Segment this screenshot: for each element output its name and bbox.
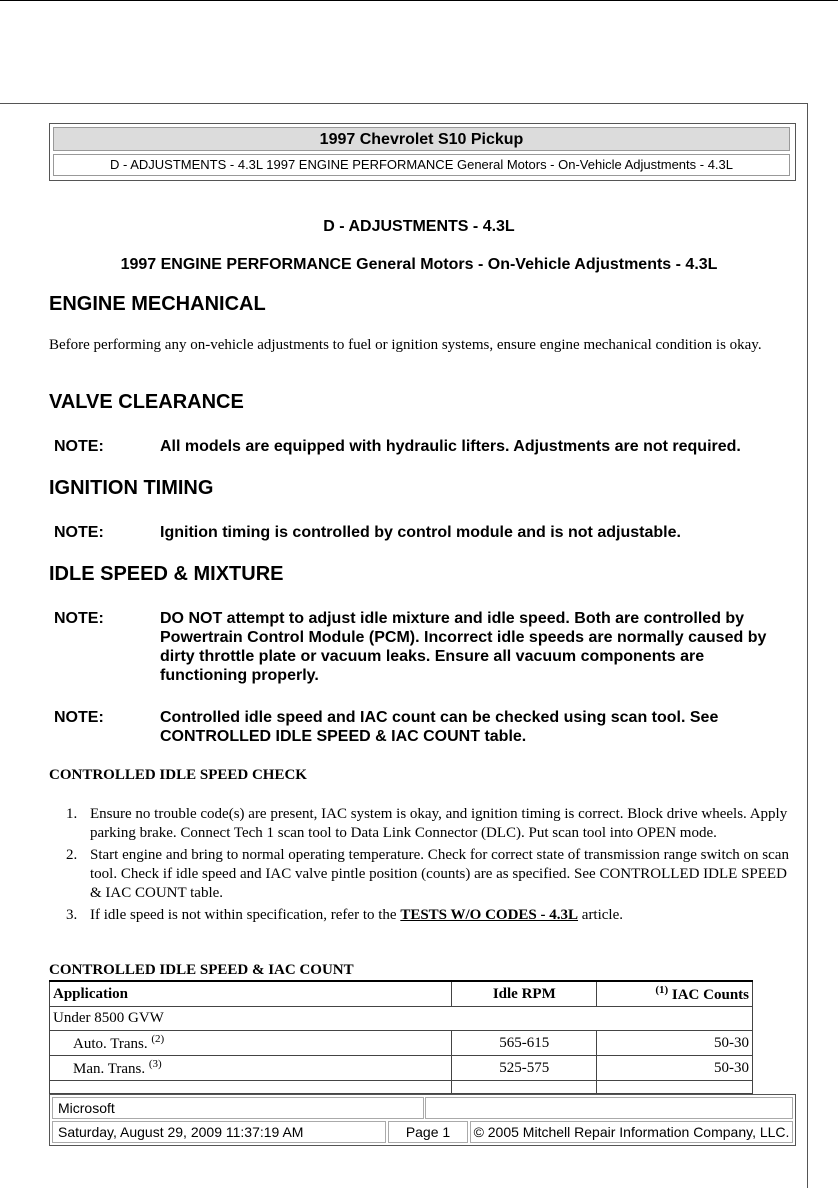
section-title-ignition-timing: IGNITION TIMING	[49, 477, 214, 499]
footer-copyright: © 2005 Mitchell Repair Information Company, LLC.	[470, 1121, 793, 1143]
footer-date: Saturday, August 29, 2009 11:37:19 AM	[52, 1121, 386, 1143]
footnote-marker: (3)	[148, 1058, 162, 1070]
header-iac-label: IAC Counts	[671, 987, 749, 1003]
section-title-engine-mechanical: ENGINE MECHANICAL	[49, 293, 266, 315]
note-label: NOTE:	[54, 610, 104, 627]
footer-company: Microsoft	[52, 1097, 424, 1119]
tests-article-link[interactable]: TESTS W/O CODES - 4.3L	[400, 907, 579, 923]
section-title-idle-speed: IDLE SPEED & MIXTURE	[49, 563, 284, 585]
cell-rpm: 565-615	[452, 1031, 597, 1056]
note-label: NOTE:	[54, 709, 104, 726]
cell-rpm: 525-575	[452, 1056, 597, 1081]
table-group-row	[50, 1007, 753, 1031]
step-number: 1.	[66, 806, 78, 822]
check-steps	[66, 805, 796, 925]
app-label: Man. Trans.	[73, 1061, 146, 1077]
note-text: DO NOT attempt to adjust idle mixture and idle speed. Both are controlled by Powertrain Control Module (PCM). Incorrect idle speeds are normally caused by dirty throttle plate or vacuum leaks. Ensure all vacuum components are functioning properly.	[160, 610, 767, 684]
cell-iac: 50-30	[597, 1056, 753, 1081]
step-text: Ensure no trouble code(s) are present, IAC system is okay, and ignition timing is correct. Block drive wheels. Apply parking brake. Connect Tech 1 scan tool to Data Link Connector (DLC). Put scan tool into OPEN mode.	[90, 806, 788, 841]
check-title: CONTROLLED IDLE SPEED CHECK	[49, 767, 307, 783]
table-row	[50, 1056, 753, 1081]
document-header	[49, 123, 796, 181]
page-footer	[49, 1094, 796, 1146]
header-idle-rpm: Idle RPM	[452, 981, 597, 1007]
footnote-marker: (1)	[655, 984, 669, 996]
group-label: Under 8500 GVW	[50, 1007, 753, 1031]
page-top-border	[0, 103, 808, 104]
idle-speed-table	[49, 980, 753, 1094]
note-text: Ignition timing is controlled by control module and is not adjustable.	[160, 524, 681, 541]
section-title-valve-clearance: VALVE CLEARANCE	[49, 391, 244, 413]
document-subtitle: D - ADJUSTMENTS - 4.3L 1997 ENGINE PERFORMANCE General Motors - On-Vehicle Adjustments - 4.3L	[53, 154, 790, 176]
top-border	[0, 0, 838, 1]
list-item	[66, 846, 796, 903]
footer-empty-cell	[425, 1097, 793, 1119]
doc-heading-performance: 1997 ENGINE PERFORMANCE General Motors - On-Vehicle Adjustments - 4.3L	[120, 256, 718, 273]
app-label: Auto. Trans.	[73, 1036, 148, 1052]
table-row	[50, 1031, 753, 1056]
header-iac-counts	[597, 981, 753, 1007]
cell-application	[50, 1056, 452, 1081]
step-text: Start engine and bring to normal operating temperature. Check for correct state of transmission range switch on scan tool. Check if idle speed and IAC valve pintle position (counts) are as specified. See CONTROLLED IDLE SPEED & IAC COUNT table.	[90, 847, 789, 901]
doc-heading-adjustments: D - ADJUSTMENTS - 4.3L	[323, 218, 515, 235]
note-label: NOTE:	[54, 438, 104, 455]
step-text-end: article.	[578, 907, 624, 923]
header-application: Application	[50, 981, 452, 1007]
step-number: 2.	[66, 847, 78, 863]
table-header-row	[50, 981, 753, 1007]
table-spacer-row	[50, 1081, 753, 1094]
table-title: CONTROLLED IDLE SPEED & IAC COUNT	[49, 962, 354, 978]
list-item	[66, 805, 796, 843]
list-item	[66, 906, 796, 925]
footnote-marker: (2)	[151, 1033, 165, 1045]
note-text: Controlled idle speed and IAC count can be checked using scan tool. See CONTROLLED IDLE SPEED & IAC COUNT table.	[160, 709, 719, 745]
footer-page-number: Page 1	[388, 1121, 468, 1143]
cell-application	[50, 1031, 452, 1056]
engine-mechanical-text: Before performing any on-vehicle adjustments to fuel or ignition systems, ensure engine mechanical condition is okay.	[49, 337, 762, 353]
cell-iac: 50-30	[597, 1031, 753, 1056]
note-text: All models are equipped with hydraulic lifters. Adjustments are not required.	[160, 438, 741, 455]
note-label: NOTE:	[54, 524, 104, 541]
step-number: 3.	[66, 907, 78, 923]
step-text: If idle speed is not within specification, refer to the	[90, 907, 401, 923]
vehicle-title: 1997 Chevrolet S10 Pickup	[53, 127, 790, 151]
